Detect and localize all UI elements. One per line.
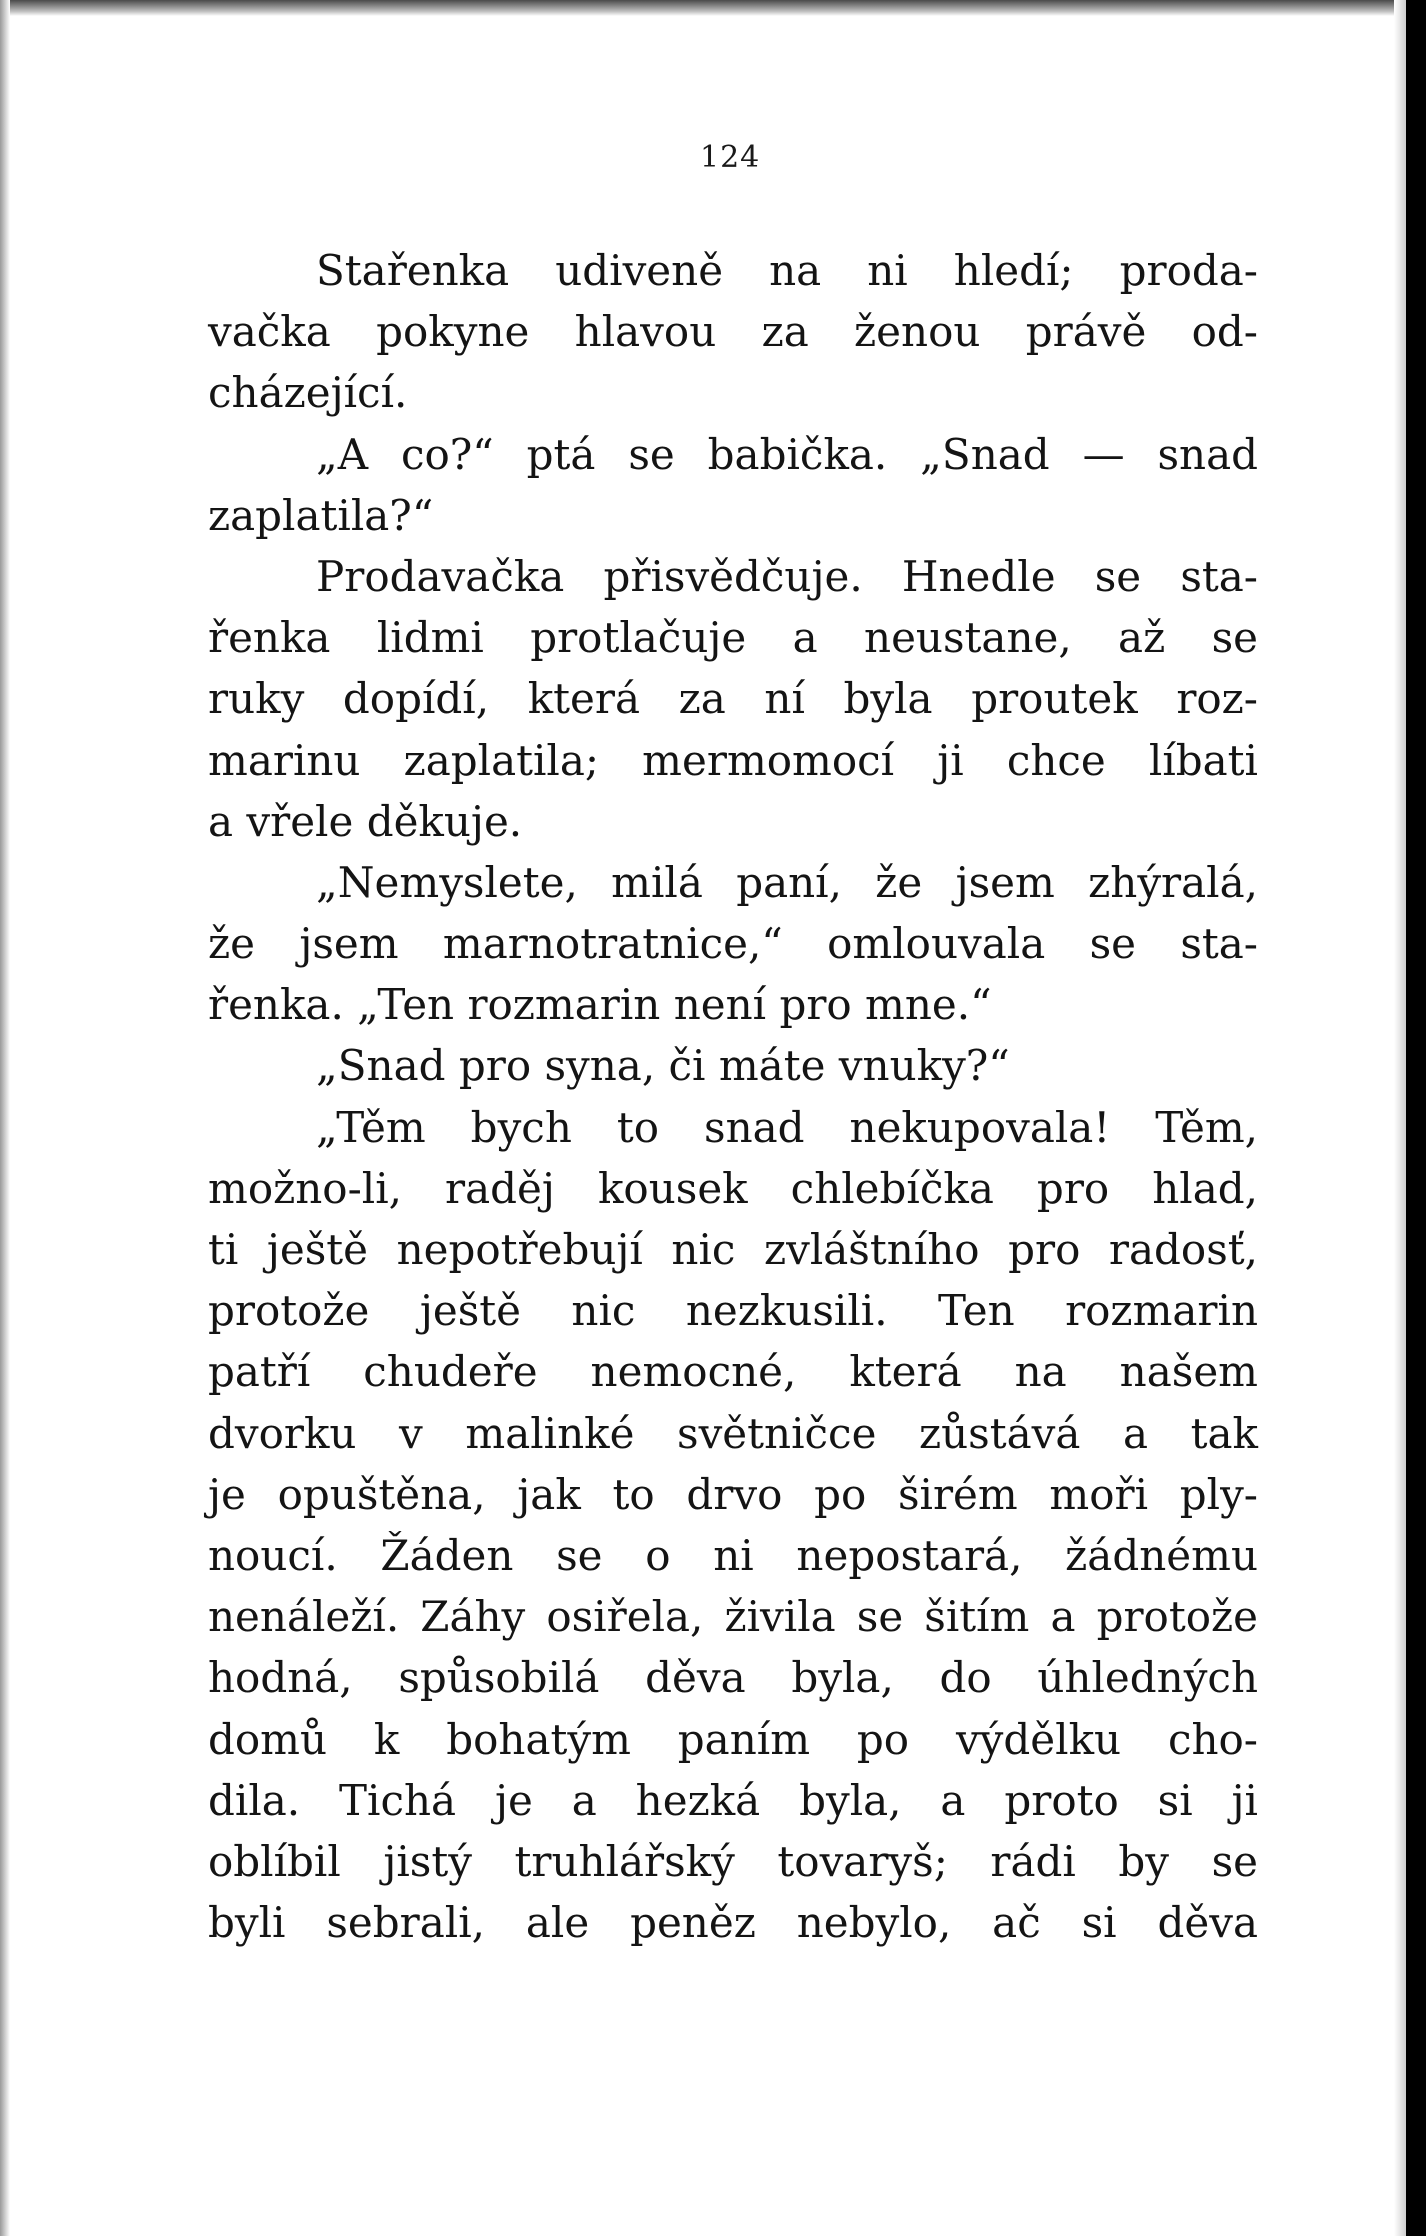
text-line: cházející. xyxy=(208,368,408,418)
text-line: je opuštěna, jak to drvo po širém moři ply- xyxy=(208,1469,1258,1519)
text-line: nenáleží. Záhy osiřela, živila se šitím a protože xyxy=(208,1592,1258,1642)
body-text xyxy=(208,240,1258,1953)
text-line: řenka. „Ten rozmarin není pro mne.“ xyxy=(208,980,992,1030)
page-number: 124 xyxy=(700,140,761,175)
text-line: patří chudeře nemocné, která na našem xyxy=(208,1347,1258,1397)
text-line: byli sebrali, ale peněz nebylo, ač si děva xyxy=(208,1898,1258,1948)
text-line: hodná, spůsobilá děva byla, do úhledných xyxy=(208,1653,1258,1703)
text-line: zaplatila?“ xyxy=(208,490,434,540)
scan-edge-right-shadow xyxy=(1394,0,1406,2236)
text-line: „Nemyslete, milá paní, že jsem zhýralá, xyxy=(316,857,1258,907)
text-line: že jsem marnotratnice,“ omlouvala se sta- xyxy=(208,919,1258,969)
scan-edge-right xyxy=(1406,0,1426,2236)
text-line: „Snad pro syna, či máte vnuky?“ xyxy=(316,1041,1010,1091)
scan-edge-left xyxy=(0,0,10,2236)
text-line: ruky dopídí, která za ní byla proutek roz- xyxy=(208,674,1258,724)
text-line: Stařenka udiveně na ni hledí; proda- xyxy=(316,246,1258,295)
scan-edge-top xyxy=(0,0,1426,16)
text-line: ti ještě nepotřebují nic zvláštního pro radosť, xyxy=(208,1225,1258,1274)
text-line: možno-li, raděj kousek chlebíčka pro hlad, xyxy=(208,1163,1258,1213)
text-line: domů k bohatým paním po výdělku cho- xyxy=(208,1714,1258,1764)
text-line: „Těm bych to snad nekupovala! Těm, xyxy=(316,1102,1258,1152)
text-line: vačka pokyne hlavou za ženou právě od- xyxy=(208,307,1258,357)
text-line: „A co?“ ptá se babička. „Snad — snad xyxy=(316,429,1258,479)
text-line: Prodavačka přisvědčuje. Hnedle se sta- xyxy=(316,551,1258,601)
text-line: dila. Tichá je a hezká byla, a proto si ji xyxy=(208,1775,1258,1825)
text-line: marinu zaplatila; mermomocí ji chce líbati xyxy=(208,735,1258,785)
text-line: oblíbil jistý truhlářský tovaryš; rádi by se xyxy=(208,1836,1258,1886)
text-line: řenka lidmi protlačuje a neustane, až se xyxy=(208,613,1258,663)
text-line: noucí. Žáden se o ni nepostará, žádnému xyxy=(208,1530,1258,1580)
text-line: a vřele děkuje. xyxy=(208,796,523,846)
text-line: protože ještě nic nezkusili. Ten rozmarin xyxy=(208,1286,1258,1336)
text-line: dvorku v malinké světničce zůstává a tak xyxy=(208,1408,1258,1458)
